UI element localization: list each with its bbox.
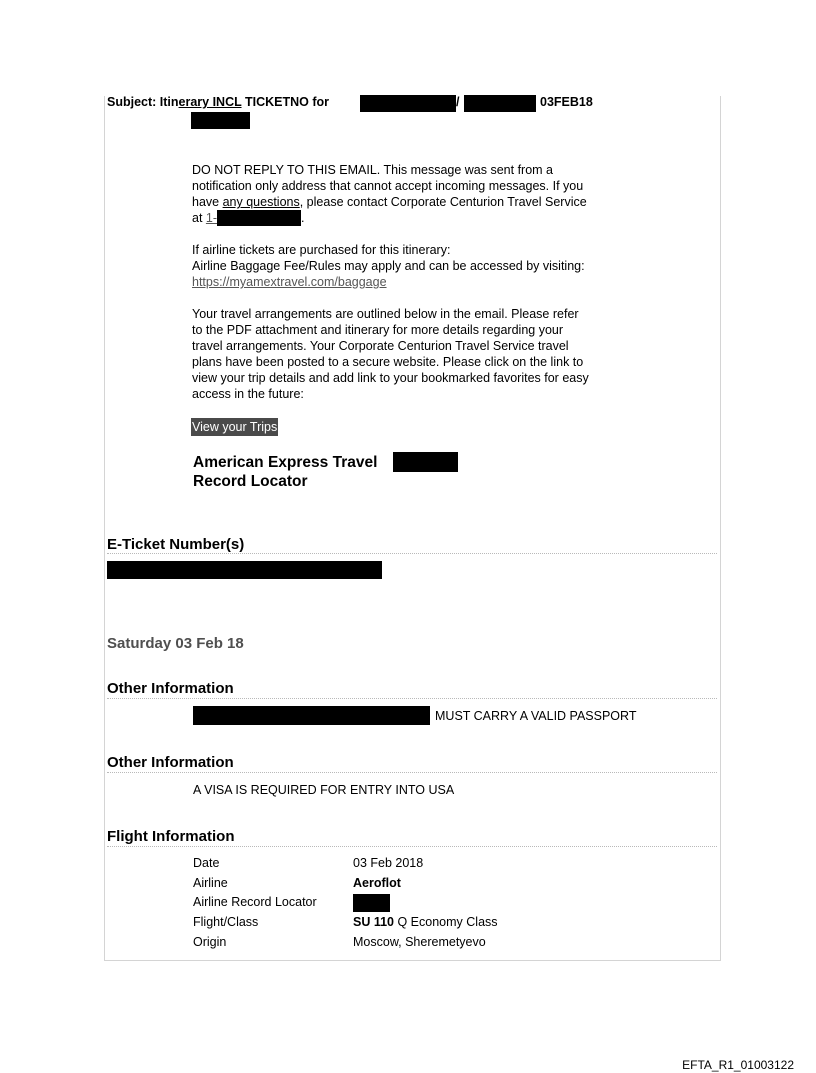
amex-line: American Express Travel (193, 454, 378, 471)
notice-line (192, 194, 652, 210)
arrangements-line: view your trip details and add link to your bookmarked favorites for easy (192, 371, 589, 385)
flight-value-date: 03 Feb 2018 (353, 856, 424, 870)
baggage-line: Airline Baggage Fee/Rules may apply and can be accessed by visiting: (192, 259, 585, 273)
subject-line (107, 95, 329, 109)
phone-link[interactable]: 1- (205, 211, 218, 225)
flight-label-date: Date (193, 856, 220, 870)
other-info-heading-2: Other Information (107, 754, 234, 771)
flight-value-airline: Aeroflot (353, 876, 401, 890)
flight-info-heading: Flight Information (107, 828, 235, 845)
date-heading: Saturday 03 Feb 18 (107, 635, 244, 652)
amex-line: Record Locator (193, 473, 308, 490)
flight-value-class (353, 915, 498, 929)
flight-number: SU 110 (353, 915, 395, 929)
notice-text: at (192, 211, 206, 225)
subject-prefix: Subject: Itin (107, 95, 179, 109)
notice-paragraph (192, 162, 652, 226)
notice-line (192, 210, 652, 226)
redaction-phone (217, 210, 301, 226)
notice-text: , please contact Corporate Centurion Travel Service (299, 195, 587, 209)
section-divider (107, 846, 717, 847)
questions-link[interactable]: any questions (222, 195, 300, 209)
flight-class: Q Economy Class (394, 915, 498, 929)
redaction-airline-locator (353, 894, 390, 912)
flight-label-airline: Airline (193, 876, 228, 890)
redaction-eticket (107, 561, 382, 579)
subject-date: 03FEB18 (540, 95, 593, 109)
arrangements-paragraph (192, 306, 652, 402)
redaction-name-2 (464, 95, 536, 112)
flight-label-class: Flight/Class (193, 915, 259, 929)
arrangements-line: Your travel arrangements are outlined below in the email. Please refer (192, 307, 579, 321)
baggage-line: If airline tickets are purchased for this itinerary: (192, 243, 451, 257)
document-id: EFTA_R1_01003122 (682, 1058, 794, 1072)
amex-record-locator (193, 453, 377, 491)
subject-slash: / (456, 95, 460, 109)
flight-value-origin: Moscow, Sheremetyevo (353, 935, 486, 949)
arrangements-line: to the PDF attachment and itinerary for more details regarding your (192, 323, 564, 337)
redaction-passport (193, 706, 430, 725)
redaction-subject-2 (191, 112, 250, 129)
subject-underlined: erary INCL (178, 95, 242, 109)
flight-label-origin: Origin (193, 935, 227, 949)
notice-text: have (192, 195, 223, 209)
subject-rest: TICKETNO for (241, 95, 330, 109)
redaction-name (360, 95, 456, 112)
notice-line: DO NOT REPLY TO THIS EMAIL. This message was sent from a (192, 163, 554, 177)
section-divider (107, 772, 717, 773)
arrangements-line: travel arrangements. Your Corporate Centurion Travel Service travel (192, 339, 569, 353)
redaction-record-locator (393, 452, 458, 472)
visa-note: A VISA IS REQUIRED FOR ENTRY INTO USA (193, 783, 455, 797)
view-trips-button[interactable]: View your Trips (192, 420, 278, 434)
section-divider (107, 553, 717, 554)
notice-text: . (301, 211, 305, 225)
baggage-paragraph (192, 242, 652, 290)
baggage-link[interactable]: https://myamextravel.com/baggage (192, 275, 387, 289)
passport-note: MUST CARRY A VALID PASSPORT (435, 709, 637, 723)
flight-label-record-locator: Airline Record Locator (193, 895, 317, 909)
notice-line: notification only address that cannot accept incoming messages. If you (192, 179, 584, 193)
other-info-heading: Other Information (107, 680, 234, 697)
eticket-heading: E-Ticket Number(s) (107, 536, 245, 553)
arrangements-line: plans have been posted to a secure website. Please click on the link to (192, 355, 584, 369)
section-divider (107, 698, 717, 699)
arrangements-line: access in the future: (192, 387, 304, 401)
